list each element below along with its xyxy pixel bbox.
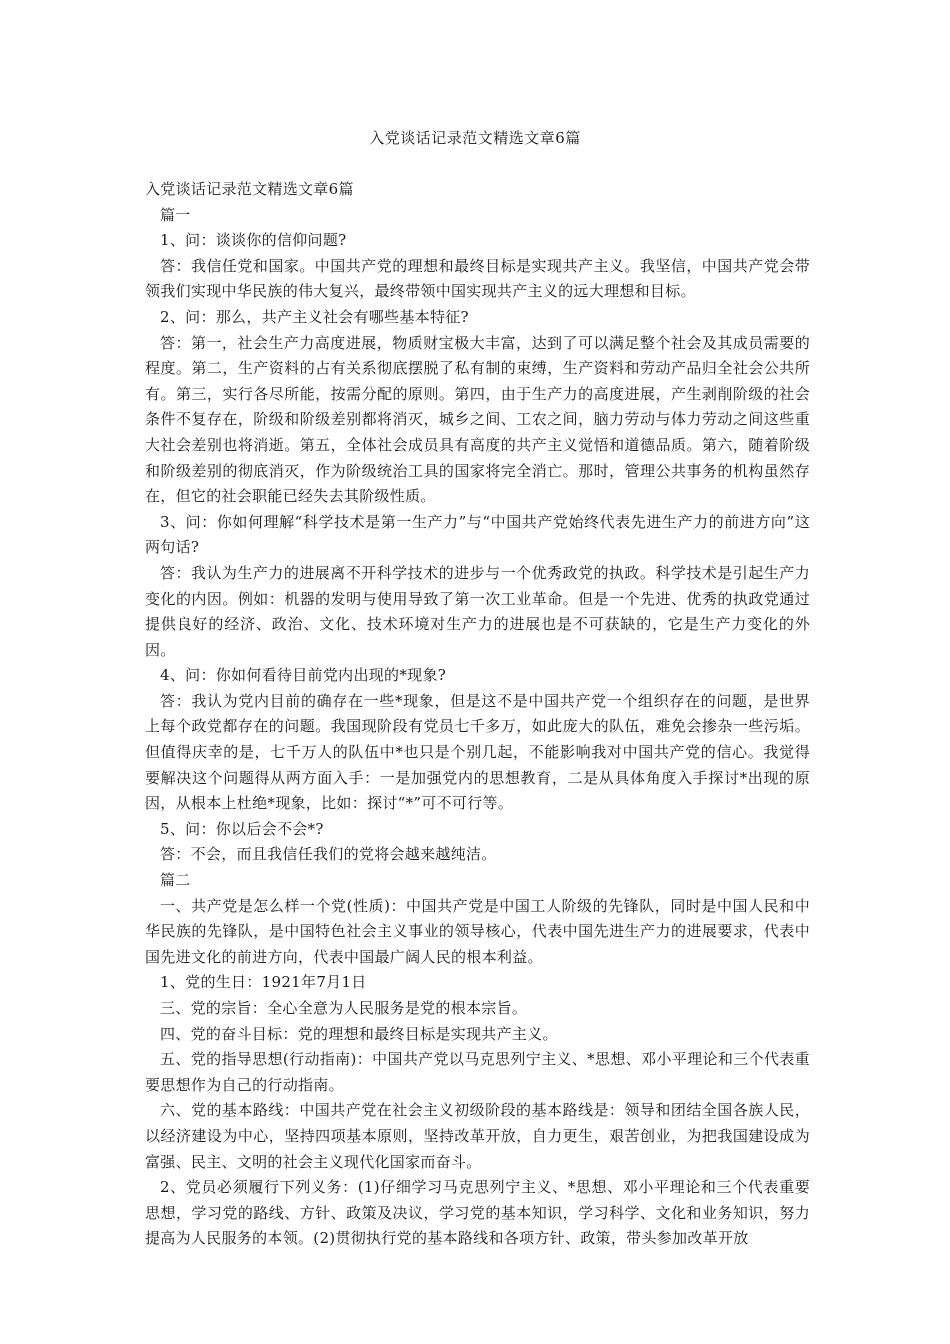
paragraph: 答：我认为生产力的进展离不开科学技术的进步与一个优秀政党的执政。科学技术是引起生产力变化的内因。例如：机器的发明与使用导致了第一次工业革命。但是一个先进、优秀的执政党通过提供良好的经济、政治、文化、技术环境对生产力的进展也是不可获缺的，它是生产力变化的外因。 [145, 563, 810, 659]
paragraph: 答：我信任党和国家。中国共产党的理想和最终目标是实现共产主义。我坚信，中国共产党会带领我们实现中华民族的伟大复兴，最终带领中国实现共产主义的远大理想和目标。 [145, 256, 810, 301]
paragraph: 三、党的宗旨：全心全意为人民服务是党的根本宗旨。 [160, 999, 528, 1017]
paragraph: 2、党员必须履行下列义务：(1)仔细学习马克思列宁主义、*思想、邓小平理论和三个代表重要思想，学习党的路线、方针、政策及决议，学习党的基本知识，学习科学、文化和业务知识，努力提高为人民服务的本领。(2)贯彻执行党的基本路线和各项方针、政策，带头参加改革开放 [145, 1178, 810, 1248]
paragraph: 一、共产党是怎么样一个党(性质)：中国共产党是中国工人阶级的先锋队，同时是中国人民和中华民族的先锋队，是中国特色社会主义事业的领导核心，代表中国先进生产力的进展要求，代表中国先进文化的前进方向，代表中国最广阔人民的根本利益。 [145, 896, 810, 966]
paragraph: 5、问：你以后会不会*? [160, 819, 324, 838]
paragraph: 四、党的奋斗目标：党的理想和最终目标是实现共产主义。 [160, 1024, 558, 1043]
paragraph: 1、问：谈谈你的信仰问题? [160, 231, 347, 250]
paragraph: 1、党的生日：1921年7月1日 [160, 973, 367, 992]
paragraph: 答：第一，社会生产力高度进展，物质财宝极大丰富，达到了可以满足整个社会及其成员需要的程度。第二，生产资料的占有关系彻底摆脱了私有制的束缚，生产资料和劳动产品归全社会公共所有。第三，实行各尽所能，按需分配的原则。第四，由于生产力的高度进展，产生剥削阶级的社会条件不复存在，阶级和阶级差别都将消灭，城乡之间、工农之间，脑力劳动与体力劳动之间这些重大社会差别也将消逝。第五，全体社会成员具有高度的共产主义觉悟和道德品质。第六，随着阶级和阶级差别的彻底消灭，作为阶级统治工具的国家将完全消亡。那时，管理公共事务的机构虽然存在，但它的社会职能已经失去其阶级性质。 [145, 333, 810, 506]
paragraph: 答：我认为党内目前的确存在一些*现象，但是这不是中国共产党一个组织存在的问题，是世界上每个政党都存在的问题。我国现阶段有党员七千多万，如此庞大的队伍，难免会掺杂一些污垢。但值得庆幸的是，七千万人的队伍中*也只是个别几起，不能影响我对中国共产党的信心。我觉得要解决这个问题得从两方面入手：一是加强党内的思想教育，二是从具体角度入手探讨*出现的原因，从根本上杜绝*现象，比如：探讨“*”可不可行等。 [145, 691, 810, 813]
paragraph: 篇二 [160, 871, 191, 890]
paragraph: 2、问：那么，共产主义社会有哪些基本特征? [160, 307, 469, 326]
paragraph: 五、党的指导思想(行动指南)：中国共产党以马克思列宁主义、*思想、邓小平理论和三个代表重要思想作为自己的行动指南。 [145, 1050, 810, 1094]
document-title: 入党谈话记录范文精选文章6篇 [369, 129, 581, 147]
paragraph: 3、问：你如何理解“科学技术是第一生产力”与“中国共产党始终代表先进生产力的前进方向”这两句话? [145, 512, 810, 557]
paragraph: 六、党的基本路线：中国共产党在社会主义初级阶段的基本路线是：领导和团结全国各族人民，以经济建设为中心，坚持四项基本原则，坚持改革开放，自力更生，艰苦创业，为把我国建设成为富强、民主、文明的社会主义现代化国家而奋斗。 [145, 1101, 810, 1171]
paragraph: 篇一 [160, 205, 191, 224]
paragraph: 4、问：你如何看待目前党内出现的*现象? [160, 666, 447, 685]
paragraph: 答：不会，而且我信任我们的党将会越来越纯洁。 [160, 845, 497, 864]
paragraph: 入党谈话记录范文精选文章6篇 [145, 180, 354, 198]
document-body [145, 177, 810, 1252]
